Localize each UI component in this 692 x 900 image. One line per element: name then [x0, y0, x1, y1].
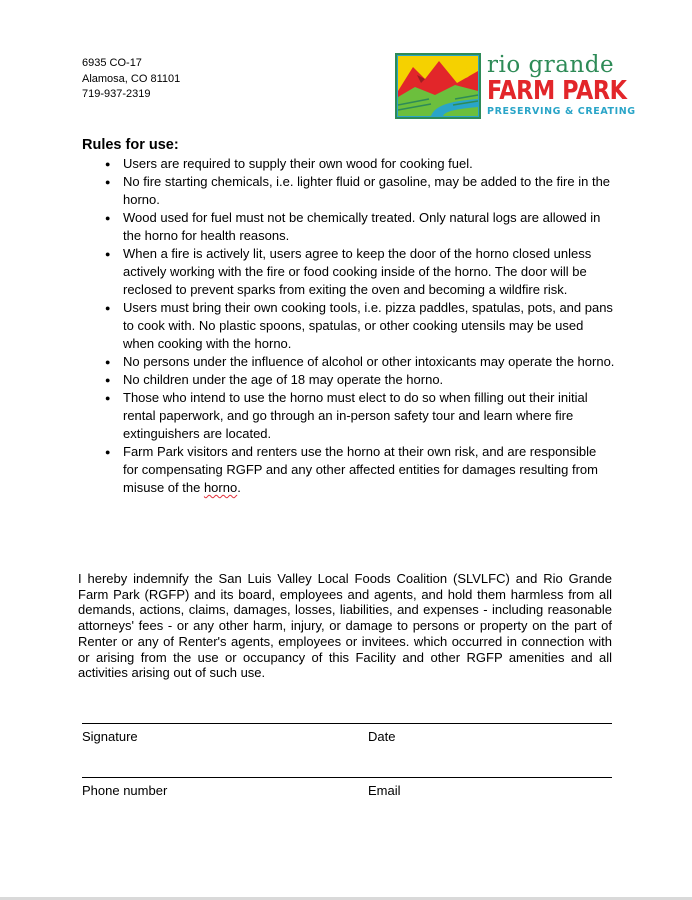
- rule-item: ● No children under the age of 18 may operate the horno.: [105, 371, 615, 389]
- address-phone: 719-937-2319: [82, 88, 151, 100]
- address-street: 6935 CO-17: [82, 57, 142, 69]
- phone-number-label: Phone number: [82, 783, 168, 798]
- indemnification-paragraph: I hereby indemnify the San Luis Valley Local Foods Coalition (SLVLFC) and Rio Grande Farm Park (RGFP) and its board, employees and agents, and hold them harmless from all demands, actions, claims, damages, losses, liabilities, and expenses - including reasonable attorneys' fees - or any other harm, injury, or damage to persons or property on the part of Renter or any of Renter's agents, employees or invitees. which occurred in connection with or arising from the use or occupancy of this Facility and other RGFP amenities and all activities arising out of such use.: [78, 571, 612, 681]
- rule-item-last: [105, 443, 615, 497]
- date-label: Date: [368, 729, 396, 744]
- logo-text-rio-grande: rio grande: [487, 52, 615, 78]
- rules-list: [105, 155, 615, 497]
- spellcheck-flagged-word: horno: [203, 480, 238, 495]
- rules-heading-text: Rules for use: [82, 137, 174, 153]
- rule-item: ● Wood used for fuel must not be chemically treated. Only natural logs are allowed in the horno for health reasons.: [105, 209, 615, 245]
- rules-heading: [82, 137, 179, 153]
- signature-label: Signature: [82, 729, 138, 744]
- rule-item: ● Users are required to supply their own wood for cooking fuel.: [105, 155, 615, 173]
- rule-item: ● When a fire is actively lit, users agree to keep the door of the horno closed unless actively working with the fire or food cooking inside of the horno. The door will be reclosed to prevent sparks from exiting the oven and becoming a wildfire risk.: [105, 245, 615, 299]
- rules-heading-colon: :: [173, 137, 179, 153]
- farm-landscape-logo-icon: [395, 53, 481, 119]
- address-city: Alamosa, CO 81101: [82, 72, 181, 85]
- logo-text-farm-park: FARM PARK: [487, 76, 627, 106]
- rule-item: ● No fire starting chemicals, i.e. lighter fluid or gasoline, may be added to the fire in the horno.: [105, 173, 615, 209]
- rule-item: ● Those who intend to use the horno must elect to do so when filling out their initial rental paperwork, and go through an in-person safety tour and learn where fire extinguishers are located.: [105, 389, 615, 443]
- rule-item-last-period: .: [237, 480, 241, 495]
- rule-item: ● No persons under the influence of alcohol or other intoxicants may operate the horno.: [105, 353, 615, 371]
- email-label: Email: [368, 783, 401, 798]
- rio-grande-farm-park-logo: [395, 52, 636, 119]
- rule-item-last-text: Farm Park visitors and renters use the horno at their own risk, and are responsible for compensating RGFP and any other affected entities for damages resulting from misuse of the: [123, 444, 598, 495]
- phone-email-line[interactable]: [82, 777, 612, 778]
- signature-date-line[interactable]: [82, 723, 612, 724]
- logo-tagline: PRESERVING & CREATING: [487, 106, 636, 117]
- address-block: [82, 56, 180, 103]
- rule-item: ● Users must bring their own cooking tools, i.e. pizza paddles, spatulas, pots, and pans to cook with. No plastic spoons, spatulas, or other cooking utensils may be used when cooking with the horno.: [105, 299, 615, 353]
